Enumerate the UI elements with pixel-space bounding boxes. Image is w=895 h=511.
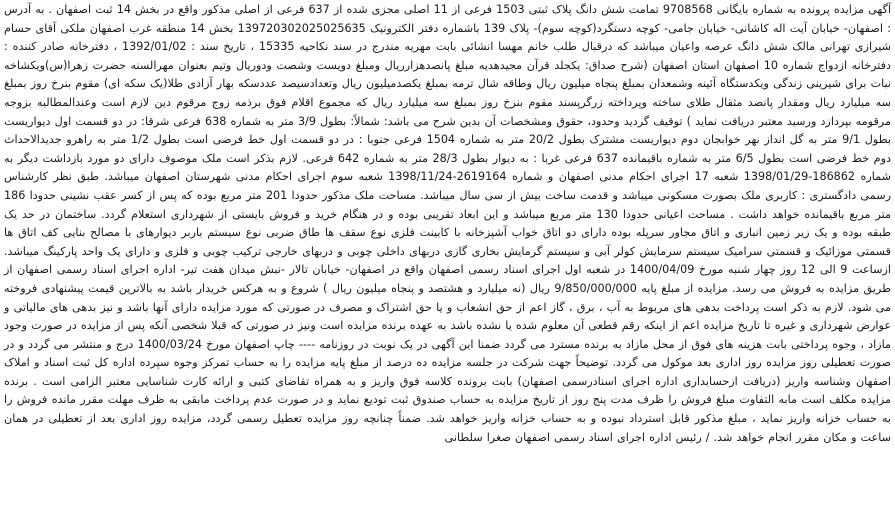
auction-notice-text: آگهی مزایده پرونده به شماره بایگانی 9708568 تمامت شش دانگ پلاک ثبتی 1503 فرعی از 11 اصلی مجزی شده از 637 فرعی از اصلی مذکور واقع در بخش 14 ثبت اصفهان . به آدرس : اصفهان- خیابان آیت اله کاشانی- خیابان جامی- کوچه دستگرد(کوچه سوم)- پلاک 139 باشماره دفتر الکترونیک 139720302025025635 بخش 14 منطقه غرب اصفهان ملکی آقای حسام شیرازی تهرانی مالک شش دانگ عرصه واعیان میباشد که درقبال طلب خانم مهسا انشائی بابت مهریه مندرج در سند نکاحیه 15335 ، تاریخ سند : 1392/01/02 ، دفترخانه صادر کننده : دفترخانه ازدواج شماره 10 اصفهان استان اصفهان (شرح صداق: یکجلد قرآن مجیدهدیه مبلغ پانصدهزارریال ومبلغ دویست وشصت ودوریال وتیم بعنوان مهرالسنه حضرت زهرا(س)ویکشاخه نبات برای شیرینی زندگی ویکدستگاه آئینه وشمعدان بمبلغ پنجاه میلیون ریال وطاقه شال ترمه بمبلغ یکصدمیلیون ریال وتعدادسیصد عددسکه بهار آزادی طلا(یک سکه ای) مقوم بنرخ روز بمبلغ سه میلیارد ریال ومقدار پانصد مثقال طلای ساخته وپرداخته زرگرپسند مقوم بنرخ روز بمبلغ سه میلیارد ریال که مجموع اقلام فوق برذمه زوج مرقوم دین لازم است وعندالمطالبه بزوجه مرقومه بپردازد ورسید معتبر دریافت نماید ) توقیف گردید وحدود، حقوق ومشخصات آن بدین شرح می باشد: شمالاً: بطول 3/9 متر به شماره 638 فرعی شرقا: در دو قسمت اول دیواریست بطول 9/1 متر به گل انداز نهر خوابجان دوم دیواریست مشترک بطول 20/2 متر به شماره 1504 فرعی جنوبا : در دو قسمت اول خط فرضی است بطول 1/2 متر به راهرو جدیدالاحداث دوم خط فرضی است بطول 6/5 متر به شماره باقیمانده 637 فرعی غربا : به دیوار بطول 28/3 متر به شماره 642 فرعی. لازم بذکر است ملک موصوف دارای دو مورد بازداشت دیگر به شماره 186862-1398/01/29 شعبه 17 اجرای احکام مدنی اصفهان و شماره 2619164-1398/11/24 شعبه سوم اجرای احکام مدنی شهرستان اصفهان میباشد. طبق نظر کارشناس رسمی دادگستری : کاربری ملک بصورت مسکونی میباشد و قدمت ساخت بیش از سی سال میباشد. مساحت ملک مذکور حدودا 201 متر مربع بوده که پس از کسر عقب نشینی حدودا 186 متر مربع باقیمانده خواهد داشت . مساحت اعیانی حدودا 130 متر مربع میباشد و این ابعاد تقریبی بوده و در هنگام خرید و فروش بایستی از شهرداری استعلام گردد. ساختمان در حد یک طبقه بوده و یک زیر زمین انباری و اتاق مجاور سرپله بوده دارای دو اتاق خواب آشپزخانه با کابینت فلزی نوع سقف ها طاق ضربی نوع سیستم باربر دیوارهای با مصالح بنایی کف اتاق ها قسمتی موزائیک و قسمتی سرامیک سیستم سرمایش کولر آبی و سیستم گرمایش بخاری گازی دربهای داخلی چوبی و دربهای خارجی ترکیب چوبی و فلزی و دارای یک واحد پارکینگ میباشد. ازساعت 9 الی 12 روز چهار شنبه مورخ 1400/04/09 در شعبه اول اجرای اسناد رسمی اصفهان واقع در اصفهان- خیابان تالار -نبش میدان هفت تیر- اداره اجرای اسناد رسمی اصفهان از طریق مزایده به فروش می رسد. مزایده از مبلغ پایه 9/850/000/000 ریال (نه میلیارد و هشتصد و پنجاه میلیون ریال ) شروع و به هرکس خریدار باشد به بالاترین قیمت پیشنهادی فروخته می شود. لازم به ذکر است پرداخت بدهی های مربوط به آب ، برق ، گاز اعم از حق انشعاب و یا حق اشتراک و مصرف در صورتی که مورد مزایده دارای آنها باشد و نیز بدهی های مالیاتی و عوارض شهرداری و غیره تا تاریخ مزایده اعم از اینکه رقم قطعی آن معلوم شده یا نشده باشد به عهده برنده مزایده است ونیز در صورتی که قبلا شخصی آنکه پس از مزایده در صورت وجود مازاد ، وجوه پرداختی بابت هزینه های فوق از محل مازاد به برنده مسترد می گردد ضمنا این آگهی در یک نوبت در روزنامه ---- چاپ اصفهان مورخ 1400/03/24 درج و منتشر می گردد و در صورت تعطیلی روز مزایده روز اداری بعد موکول می گردد. توضیحاً جهت شرکت در جلسه مزایده ده درصد از مبلغ پایه مزایده را به حساب تمرکز وجوه سپرده اداره کل ثبت اسناد و املاک اصفهان وشناسه واریز (دریافت ازحسابداری اداره اجرای اسنادرسمی اصفهان) بابت برونده کلاسه فوق واریز و به همراه تقاضای کتبی و ارائه کارت شناسایی معتبر الزامی است . برنده مزایده مکلف است مابه التفاوت مبلغ فروش را ظرف مدت پنج روز از تاریخ مزایده به حساب صندوق ثبت تودیع نماید و در صورت عدم پرداخت مابقی به ظرف مهلت مقرر مانده فروش را به حساب خزانه واریز نماید ، مبلغ مذکور قابل استرداد نبوده و به حساب خزانه واریز خواهد شد. ضمناً چنانچه روز مزایده تعطیل رسمی گردد، مزایده روز اداری بعد از تعطیلی در همان ساعت و مکان مقرر انجام خواهد شد. / رئیس اداره اجرای اسناد رسمی اصفهان صغرا سلطانی — [4, 3, 892, 444]
